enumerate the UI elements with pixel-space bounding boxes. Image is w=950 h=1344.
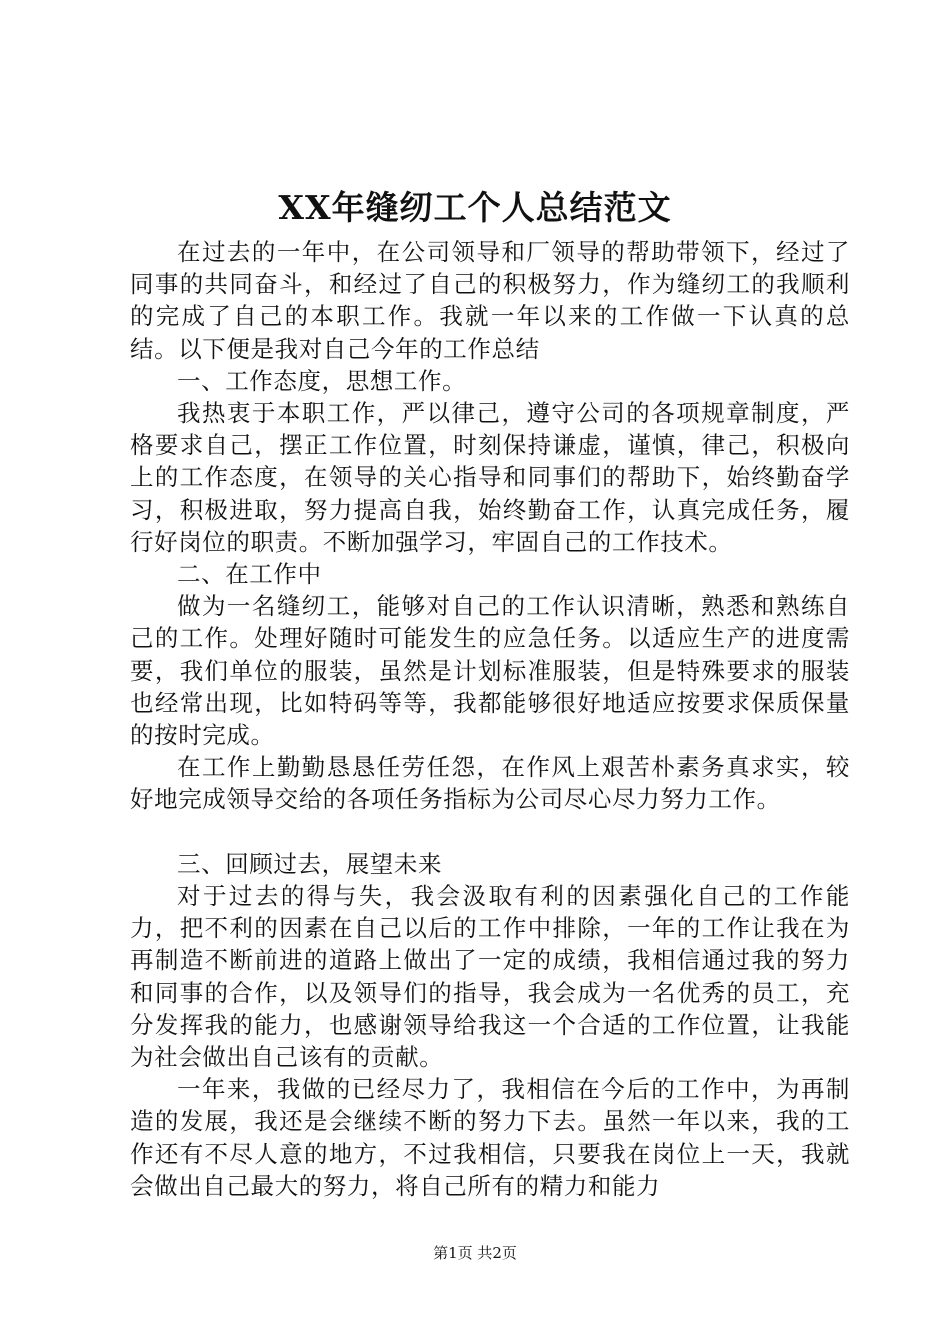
document-title: XX年缝纫工个人总结范文	[278, 188, 672, 227]
paragraph-outlook: 一年来，我做的已经尽力了，我相信在今后的工作中，为再制造的发展，我还是会继续不断的努力下去。虽然一年以来，我的工作还有不尽人意的地方，不过我相信，只要我在岗位上一天，我就会做出自己最大的努力，将自己所有的精力和能力	[130, 1075, 850, 1200]
paragraph-review: 对于过去的得与失，我会汲取有利的因素强化自己的工作能力，把不利的因素在自己以后的工作中排除，一年的工作让我在为再制造不断前进的道路上做出了一定的成绩，我相信通过我的努力和同事的合作，以及领导们的指导，我会成为一名优秀的员工，充分发挥我的能力，也感谢领导给我这一个合适的工作位置，让我能为社会做出自己该有的贡献。	[130, 882, 850, 1072]
section-heading-3: 三、回顾过去，展望未来	[177, 849, 443, 878]
blank-line	[130, 816, 850, 848]
document-body	[130, 236, 850, 1202]
section-heading-2: 二、在工作中	[177, 560, 322, 589]
paragraph-attitude: 我热衷于本职工作，严以律己，遵守公司的各项规章制度，严格要求自己，摆正工作位置，时刻保持谦虚，谨慎，律己，积极向上的工作态度，在领导的关心指导和同事们的帮助下，始终勤奋学习，积极进取，努力提高自我，始终勤奋工作，认真完成任务，履行好岗位的职责。不断加强学习，牢固自己的工作技术。	[130, 399, 850, 556]
paragraph-intro: 在过去的一年中，在公司领导和厂领导的帮助带领下，经过了同事的共同奋斗，和经过了自己的积极努力，作为缝纫工的我顺利的完成了自己的本职工作。我就一年以来的工作做一下认真的总结。以下便是我对自己今年的工作总结	[130, 238, 850, 363]
section-heading-1: 一、工作态度，思想工作。	[177, 366, 467, 395]
page-number-footer: 第1页 共2页	[433, 1244, 517, 1262]
paragraph-work-1: 做为一名缝纫工，能够对自己的工作认识清晰，熟悉和熟练自己的工作。处理好随时可能发生的应急任务。以适应生产的进度需要，我们单位的服装，虽然是计划标准服装，但是特殊要求的服装也经常出现，比如特码等等，我都能够很好地适应按要求保质保量的按时完成。	[130, 592, 850, 750]
paragraph-work-2: 在工作上勤勤恳恳任劳任怨，在作风上艰苦朴素务真求实，较好地完成领导交给的各项任务指标为公司尽心尽力努力工作。	[130, 753, 850, 814]
